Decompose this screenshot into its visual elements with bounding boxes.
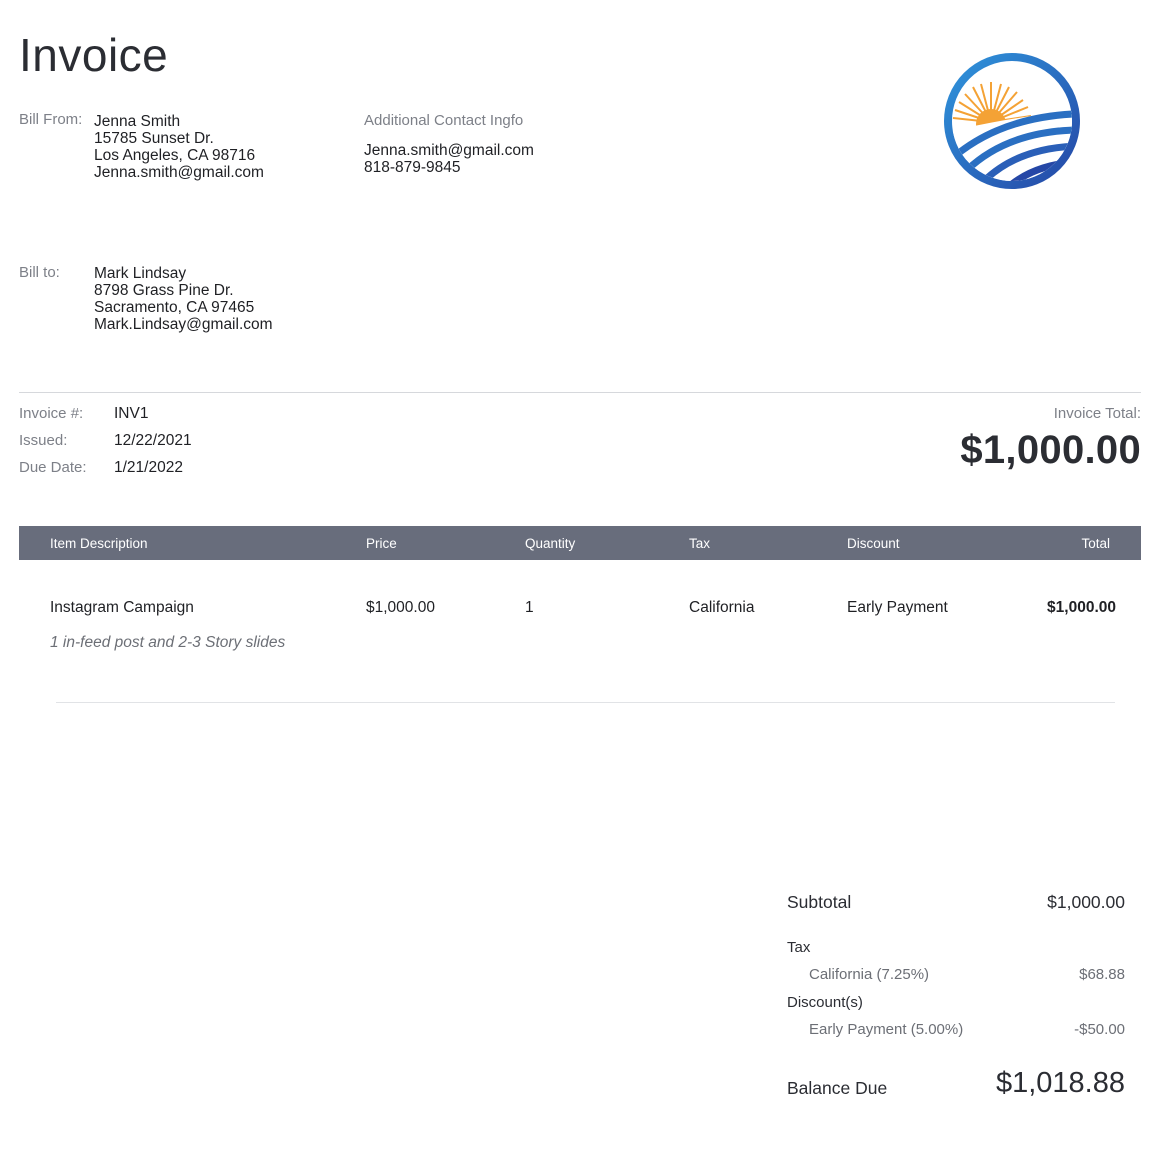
invoice-title: Invoice	[19, 29, 169, 81]
bill-to-street: 8798 Grass Pine Dr.	[94, 282, 234, 299]
balance-due-label: Balance Due	[787, 1078, 888, 1098]
col-tax: Tax	[689, 536, 711, 551]
issued-label: Issued:	[19, 432, 68, 449]
bill-to-block	[94, 265, 273, 333]
bill-from-name: Jenna Smith	[94, 113, 181, 130]
contact-email: Jenna.smith@gmail.com	[364, 142, 534, 159]
col-discount: Discount	[847, 536, 900, 551]
bill-to-name: Mark Lindsay	[94, 265, 187, 282]
company-logo	[941, 52, 1084, 192]
col-quantity: Quantity	[525, 536, 576, 551]
tax-item-value: $68.88	[1079, 966, 1125, 983]
col-price: Price	[366, 536, 397, 551]
balance-due-value: $1,018.88	[995, 1067, 1125, 1099]
invoice-number-label: Invoice #:	[19, 405, 84, 422]
row-quantity: 1	[525, 599, 534, 616]
bill-from-city: Los Angeles, CA 98716	[94, 147, 256, 164]
invoice-total-value: $1,000.00	[960, 428, 1141, 472]
bill-from-email: Jenna.smith@gmail.com	[94, 164, 264, 181]
row-description: Instagram Campaign	[50, 599, 194, 616]
issued-value: 12/22/2021	[114, 432, 192, 449]
row-discount: Early Payment	[847, 599, 948, 616]
sun-over-fields-logo-icon	[941, 52, 1084, 192]
bill-to-label: Bill to:	[19, 264, 60, 281]
bill-from-label: Bill From:	[19, 111, 83, 128]
contact-label: Additional Contact Ingfo	[364, 112, 524, 129]
table-divider	[56, 702, 1115, 703]
contact-phone: 818-879-9845	[364, 159, 461, 176]
row-price: $1,000.00	[366, 599, 435, 616]
row-total: $1,000.00	[1047, 599, 1116, 616]
due-date-value: 1/21/2022	[114, 459, 183, 476]
tax-label: Tax	[787, 939, 811, 956]
subtotal-value: $1,000.00	[1047, 892, 1125, 912]
bill-to-email: Mark.Lindsay@gmail.com	[94, 316, 273, 333]
row-note: 1 in-feed post and 2-3 Story slides	[50, 634, 286, 651]
row-tax: California	[689, 599, 755, 616]
bill-from-street: 15785 Sunset Dr.	[94, 130, 214, 147]
col-description: Item Description	[50, 536, 148, 551]
subtotal-label: Subtotal	[787, 892, 852, 912]
divider	[19, 392, 1141, 393]
discount-item-label: Early Payment (5.00%)	[809, 1021, 964, 1038]
bill-from-block	[94, 113, 264, 181]
contact-block	[364, 142, 534, 176]
tax-item-label: California (7.25%)	[809, 966, 930, 983]
due-date-label: Due Date:	[19, 459, 87, 476]
col-total: Total	[1081, 536, 1110, 551]
bill-to-city: Sacramento, CA 97465	[94, 299, 255, 316]
invoice-total-label: Invoice Total:	[1053, 405, 1141, 422]
table-header	[19, 526, 1141, 560]
discount-label: Discount(s)	[787, 994, 863, 1011]
invoice-number-value: INV1	[114, 405, 149, 422]
discount-item-value: -$50.00	[1074, 1021, 1125, 1038]
